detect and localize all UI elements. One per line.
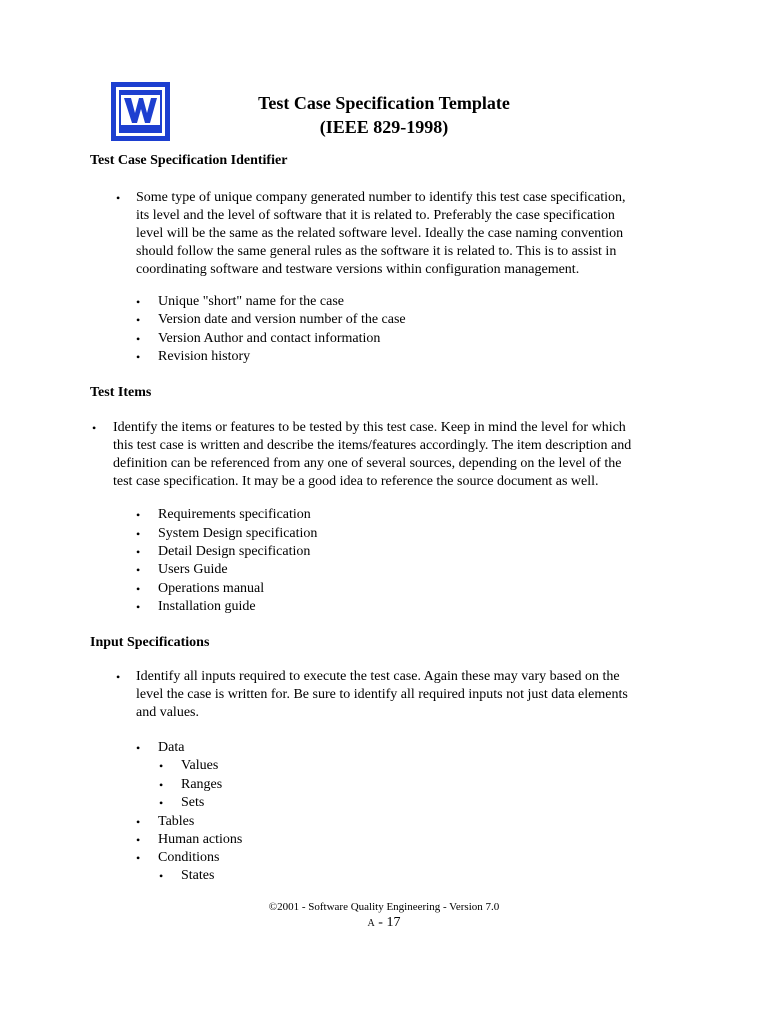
paragraph-line: level the case is written for. Be sure to identify all required inputs not just data elements — [136, 687, 628, 702]
list-item: Unique "short" name for the case — [158, 294, 344, 309]
bullet-glyph: • — [136, 741, 141, 755]
bullet-glyph: • — [116, 670, 121, 684]
paragraph-line: Identify the items or features to be tested by this test case. Keep in mind the level for which — [113, 420, 626, 435]
bullet-glyph: • — [136, 815, 141, 829]
footer-copyright: ©2001 - Software Quality Engineering - Version 7.0 — [268, 901, 500, 913]
list-item: Revision history — [158, 349, 251, 364]
paragraph-line: coordinating software and testware versions within configuration management. — [136, 262, 580, 277]
identifier-paragraph — [136, 189, 756, 279]
paragraph-line: should follow the same general rules as the software it is related to. This is to assist in — [136, 244, 617, 259]
page-number-prefix: A — [367, 918, 375, 929]
input-specs-paragraph — [136, 668, 756, 722]
section-heading-identifier: Test Case Specification Identifier — [90, 153, 288, 168]
list-item: Installation guide — [158, 599, 256, 614]
bullet-glyph: • — [136, 545, 141, 559]
bullet-glyph: • — [92, 421, 97, 435]
section-heading-test-items: Test Items — [90, 385, 152, 400]
list-item: Operations manual — [158, 581, 265, 596]
bullet-glyph: • — [159, 796, 164, 810]
page-title: Test Case Specification Template — [258, 93, 510, 113]
bullet-glyph: • — [136, 527, 141, 541]
bullet-glyph: • — [159, 759, 164, 773]
bullet-glyph: • — [136, 295, 141, 309]
page-number-value: 17 — [386, 915, 401, 930]
bullet-glyph: • — [136, 600, 141, 614]
list-item: Human actions — [158, 832, 243, 847]
list-item: Sets — [181, 795, 205, 810]
bullet-glyph: • — [136, 332, 141, 346]
bullet-glyph: • — [136, 563, 141, 577]
paragraph-line: Identify all inputs required to execute the test case. Again these may vary based on the — [136, 669, 620, 684]
list-item: Detail Design specification — [158, 544, 311, 559]
list-item: Tables — [158, 814, 195, 829]
bullet-glyph: • — [136, 833, 141, 847]
section-heading-input-specifications: Input Specifications — [90, 635, 210, 650]
paragraph-line: this test case is written and describe the items/features accordingly. The item description and — [113, 438, 632, 453]
bullet-glyph: • — [159, 869, 164, 883]
bullet-glyph: • — [159, 778, 164, 792]
bullet-glyph: • — [136, 313, 141, 327]
paragraph-line: level will be the same as the related software level. Ideally the case naming convention — [136, 226, 624, 241]
bullet-glyph: • — [136, 350, 141, 364]
page-subtitle: (IEEE 829-1998) — [319, 117, 449, 137]
page-number-separator: - — [374, 915, 387, 930]
paragraph-line: and values. — [136, 705, 199, 720]
list-item: Data — [158, 740, 185, 755]
paragraph-line: test case specification. It may be a good idea to reference the source document as well. — [113, 474, 599, 489]
list-item: States — [181, 868, 215, 883]
test-items-paragraph — [113, 419, 758, 491]
list-item: Values — [181, 758, 219, 773]
word-logo-icon — [111, 82, 170, 141]
bullet-glyph: • — [136, 508, 141, 522]
list-item: Version date and version number of the case — [158, 312, 406, 327]
list-item: Requirements specification — [158, 507, 311, 522]
paragraph-line: its level and the level of software that it is related to. Preferably the case specification — [136, 208, 615, 223]
list-item: Conditions — [158, 850, 220, 865]
list-item: Ranges — [181, 777, 223, 792]
list-item: Version Author and contact information — [158, 331, 381, 346]
paragraph-line: definition can be referenced from any one of several sources, depending on the level of the — [113, 456, 622, 471]
list-item: System Design specification — [158, 526, 318, 541]
page-number — [0, 915, 768, 932]
bullet-glyph: • — [136, 582, 141, 596]
paragraph-line: Some type of unique company generated number to identify this test case specification, — [136, 190, 626, 205]
bullet-glyph: • — [136, 851, 141, 865]
list-item: Users Guide — [158, 562, 228, 577]
bullet-glyph: • — [116, 191, 121, 205]
